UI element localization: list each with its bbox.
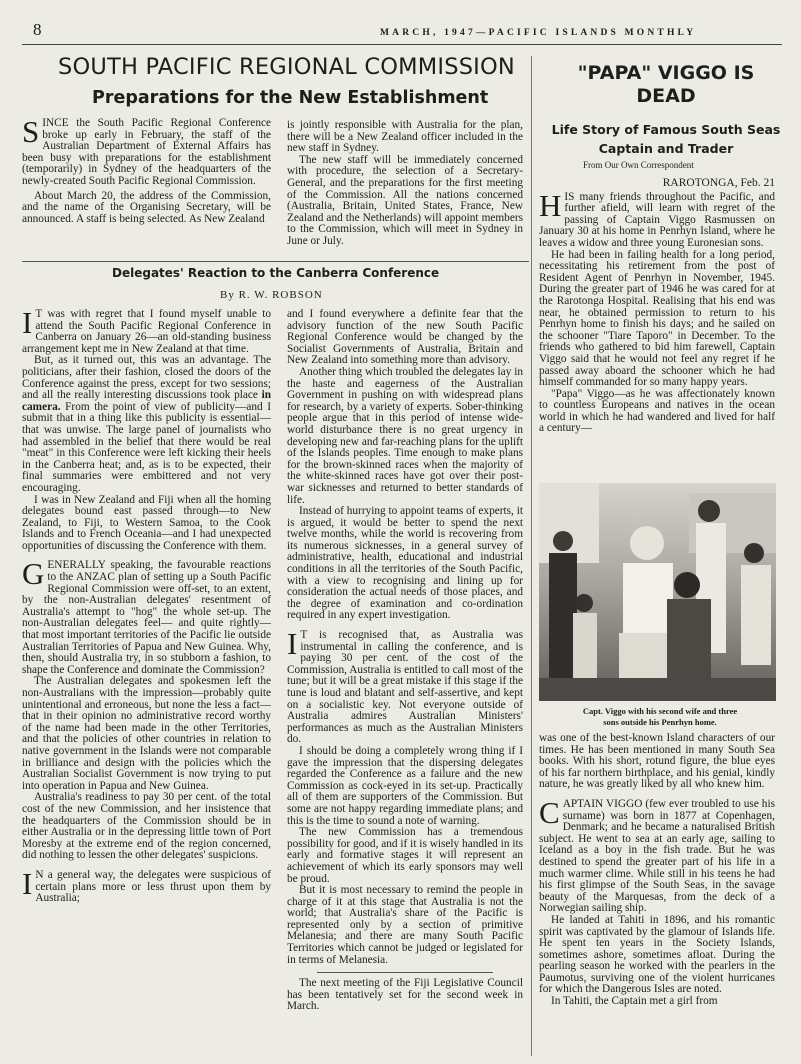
paragraph: The Australian delegates and spokesmen left the non-Australians with the impression—probably quite unintentional and erroneous, but none the less a fact—that in their opinion no administrative record worthy of the name had been made in the other Territories, and that the policies of other countries in relation to native government in the Islands were not comparable in brilliance and design with the policies which the Australian Socialist Government is now trying to put into operation in Papua and New Guinea. [22,675,271,792]
drop-cap: H [539,187,562,223]
article-title: SOUTH PACIFIC REGIONAL COMMISSION [58,54,515,80]
caption-line1: Capt. Viggo with his second wife and three [582,706,738,716]
paragraph: IS many friends throughout the Pacific, and further afield, will learn with regret of the passing of Captain Viggo Rasmussen on January 30 at his home in Penrhyn Island, where he leaves a widow and three young Euronesian sons. [539,190,775,249]
sub-column-b [287,309,523,1061]
intro-column-2 [287,120,523,260]
paragraph: I was in New Zealand and Fiji when all the homing delegates bound east passed through—to New Zealand, to Fiji, to Western Samoa, to the Cook Islands and to French Oceania—and I had unexpected opportunities of discussing the Conference with them. [22,493,271,552]
right-title-line1: "PAPA" VIGGO IS [577,62,755,84]
paragraph: But it is most necessary to remind the people in charge of it at this stage that Australia is not the world; that Australia's share of the Pacific is represented only by a section of primitive Melanesia; and there are many South Pacific Territories which cannot be judged or legislated for in terms of Melanesia. [287,884,523,966]
paragraph: In Tahiti, the Captain met a girl from [551,995,718,1008]
paragraph: He had been in failing health for a long period, necessitating his retirement from the post of Resident Agent of Penrhyn in November, 1945. During the greater part of 1946 he was cared for at the Rarotonga Hospital. Realising that his end was near, he obtained permission to return to his Penrhyn home to finish his days; and he sailed on the schooner "Tiare Taporo" in December. To the friends who gathered to bid him farewell, Captain Viggo said that he would not feel any regret if he passed away aboard the schooner which he had himself commanded for so many happy years. [539,248,775,389]
sub-column-a [22,309,271,1061]
correspondent-line: From Our Own Correspondent [583,160,694,170]
drop-cap: I [22,865,33,901]
right-title-line2: DEAD [636,85,696,107]
paragraph: is jointly responsible with Australia for the plan, there will be a New Zealand officer included in the new staff in Sydney. [287,120,523,155]
vertical-rule [531,56,532,1056]
photo-illustration [539,483,776,701]
page-number: 8 [33,20,42,39]
paragraph: Australia's readiness to pay 30 per cent. of the total cost of the new Commission, and her insistence that the headquarters of the Commission should be in either Australia or in the depressing little town of Port Moresby at the extreme end of the region concerned, did nothing to lessen the other delegates' suspicions. [22,791,271,862]
photo-caption [550,706,770,728]
right-subtitle-line1: Life Story of Famous South Seas [551,122,781,137]
paragraph: About March 20, the address of the Commission, and the name of the Organising Secretary, will be announced. A staff is being selected. As New Zealand [22,189,271,225]
paragraph: INCE the South Pacific Regional Conference broke up early in February, the staff of the Australian Department of External Affairs has been busy with preparations for the establishment (temporarily) in Sydney of the headquarters of the newly-created South Pacific Regional Commission. [22,118,271,187]
paragraph: The new staff will be immediately concerned with procedure, the selection of a Secretary-General, and the preparations for the first meeting of the Commission. All the nations concerned (Australia, Britain, United States, France, New Zealand and the Netherlands) will appoint members to the Commission, which will meet in Sydney in June or July. [287,153,523,247]
paragraph: "Papa" Viggo—as he was affectionately known to countless Europeans and natives in the ocean world in which he had wandered and lived for half a century— [539,387,775,435]
column-rule [317,972,493,973]
paragraph: ENERALLY speaking, the favourable reactions to the ANZAC plan of setting up a South Pacific Regional Commission were off-set, to an extent, by the non-Australian delegates' resentment of Australia's attempt to "hog" the whole set-up. The non-Australian delegates feel— and quite rightly—that most important territories of the Pacific lie outside Australian Territories of Papua and New Guinea. Why, then, should Australia try, in so stubborn a fashion, to shape the Conference and dominate the Commission? [22,559,271,676]
right-subtitle-line2: Captain and Trader [598,141,734,156]
paragraph: The new Commission has a tremendous possibility for good, and if it is wisely handled in its early and formative stages it will represent an achievement of which its early sponsors may well be proud. [287,826,523,885]
dateline: RAROTONGA, Feb. 21 [662,178,775,189]
paragraph: N a general way, the delegates were suspicious of certain plans more or less thrust upon them by Australia; [35,868,271,905]
drop-cap: G [22,556,45,592]
paragraph: I should be doing a completely wrong thing if I gave the impression that the dispersing delegates regarded the Conference as a failure and the new Commission as cock-eyed in its set-up. Practically all of them are supporters of the Commission. But some are not happy regarding immediate plans; and this is the time to sound a note of warning. [287,744,523,827]
sub-article-byline: By R. W. ROBSON [220,289,323,301]
paragraph: But, as it turned out, this was an advantage. The politicians, after their fashion, closed the doors of the Conference against the press, except for two sessions; and all the really interesting discussions took place in camera. From the point of view of publicity—and I submit that in a thing like this publicity is essential—that was unwise. The large panel of journalists who had assembled in the belief that there would be real "meat" in this Conference were left kicking their heels in the Canberra heat; and, as is to be expected, their final summaries were embittered and not very encouraging. [22,354,271,494]
paragraph: Another thing which troubled the delegates lay in the haste and eagerness of the Australian Government in pushing on with widespread plans for research, by a variety of experts. Sober-thinking people argue that in this period of intense wide-world disturbance there is no great urgency in developing new and far-reaching plans for the uplift of the Islands peoples. Time enough to make plans for the brown-skinned races when the majority of the white-skinned races have got over their post-war sicknesses and returned to better standards of life. [287,365,523,506]
right-column-top [539,178,775,478]
family-photo [539,483,776,701]
article-subtitle: Preparations for the New Establishment [92,88,489,108]
header-rule [22,44,782,45]
paragraph: APTAIN VIGGO (few ever troubled to use his surname) was born in 1877 at Copenhagen, Denmark; and he became a naturalised British subject. He went to sea at an early age, sailing to Iceland as a boy in the fish trade. But he was destined to spend the greater part of his life in a much warmer clime. While still in his teens he had his first glimpse of the South Seas, in the savage beauty of the Marquesas, from the deck of a Norwegian sailing ship. [539,797,775,915]
drop-cap: I [287,626,298,662]
paragraph: and I found everywhere a definite fear that the advisory function of the new South Pacific Regional Conference would be changed by the Socialist Governments of Australia, Britain and New Zealand into something more than advisory. [287,309,523,367]
paragraph: He landed at Tahiti in 1896, and his romantic spirit was captivated by the glamour of Islands life. He spent ten years in the Society Islands, sometimes ashore, sometimes afloat. During the pearling season he worked with the pearlers in the Paumotus, surviving one of the violent hurricanes for which the Dangerous Isles are noted. [539,913,775,996]
intro-column-1 [22,118,271,258]
right-article-title [556,62,776,108]
paragraph: T is recognised that, as Australia was instrumental in calling the conference, and is paying 30 per cent. of the cost of the Commission, Australia is entitled to call most of the tune; but it will be a great mistake if this stage if the tune is loud and blatant and self-assertive, and kept on a socialistic key. Not everyone outside of Australia admires Australian Ministers' performances as much as the Australian Ministers do. [287,629,523,746]
drop-cap: C [539,794,560,830]
drop-cap: S [22,118,40,149]
section-rule [22,261,529,262]
paragraph: T was with regret that I found myself unable to attend the South Pacific Regional Conference in Canberra on January 26—an old-standing business arrangement kept me in New Zealand at that time. [22,309,271,355]
sub-article-title: Delegates' Reaction to the Canberra Conference [112,266,440,280]
caption-line2: sons outside his Penrhyn home. [603,717,717,727]
paragraph: was one of the best-known Island characters of our times. He has been mentioned in many South Sea books. With his short, rotund figure, the blue eyes of his far northern birthplace, and his genial, kindly nature, he was greatly liked by all who knew him. [539,733,775,791]
drop-cap: I [22,309,33,340]
paragraph: The next meeting of the Fiji Legislative Council has been tentatively set for the second week in March. [287,977,523,1013]
right-column-bottom [539,733,775,1061]
paragraph: Instead of hurrying to appoint teams of experts, it is argued, it would be better to spend the next twelve months, while the world is recovering from its numerous sicknesses, in a general survey of administrative, health, educational and industrial conditions in all the territories of the South Pacific, with a view to recognising and lining up for consideration the actual needs of those places, and the degree of examination and co-ordination required in any expert investigation. [287,505,523,622]
running-title: MARCH, 1947—PACIFIC ISLANDS MONTHLY [380,28,697,38]
right-article-subtitle [538,120,794,158]
